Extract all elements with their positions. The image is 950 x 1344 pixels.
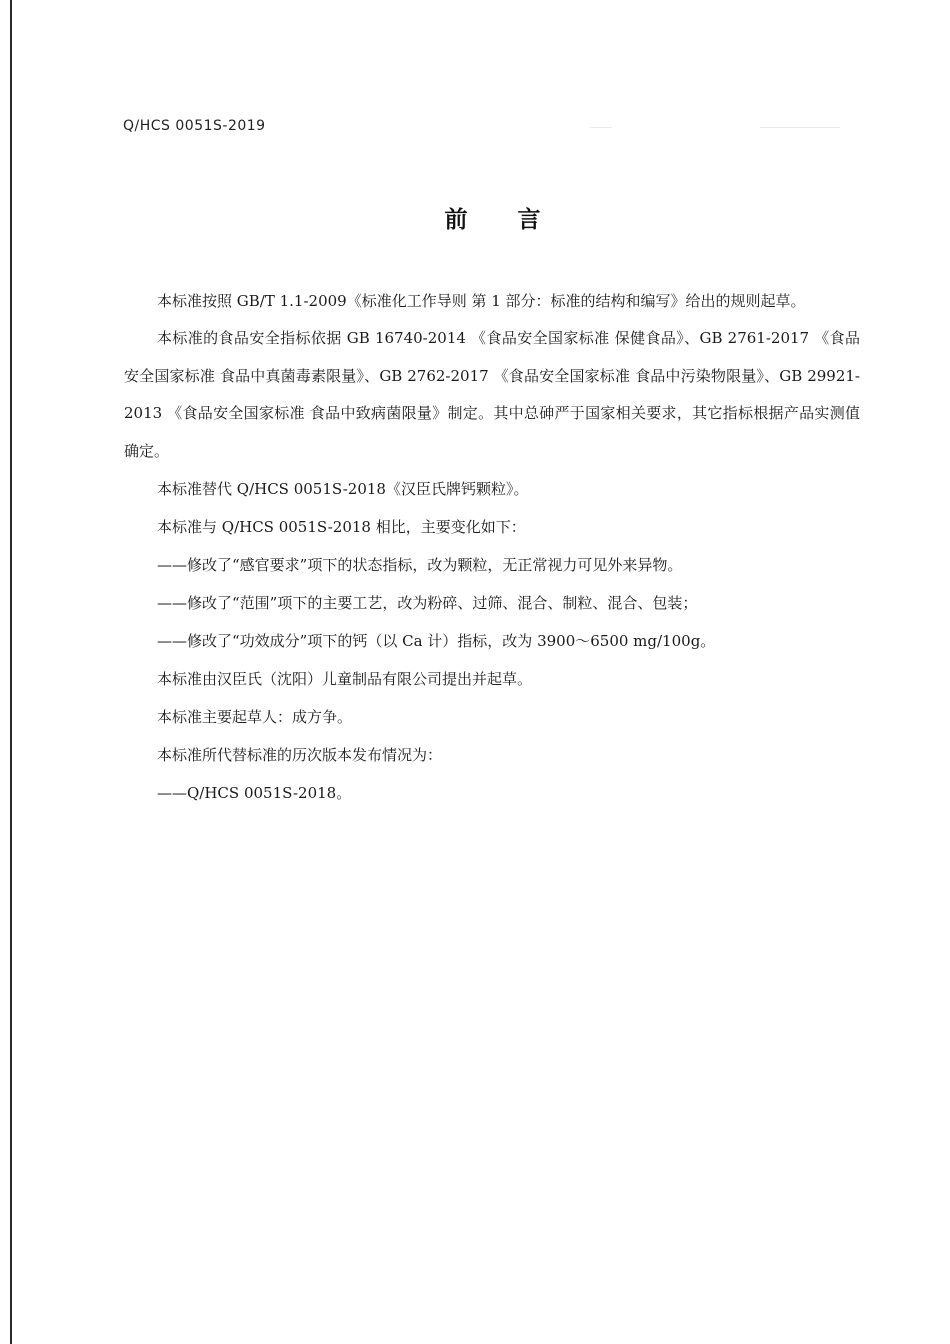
document-code: Q/HCS 0051S-2019 — [123, 118, 266, 134]
title-char-1: 前 — [444, 206, 468, 233]
scan-artifact — [760, 127, 840, 128]
title-char-2: 言 — [517, 206, 541, 233]
paragraph-changes-intro: 本标准与 Q/HCS 0051S-2018 相比，主要变化如下： — [157, 518, 526, 536]
paragraph-drafting-rules: 本标准按照 GB/T 1.1-2009《标准化工作导则 第 1 部分：标准的结构和编写》给出的规则起草。 — [157, 292, 806, 310]
paragraph-proposer: 本标准由汉臣氏（沈阳）儿童制品有限公司提出并起草。 — [157, 670, 533, 688]
scan-artifact — [590, 127, 612, 128]
paragraph-safety-indicators: 本标准的食品安全指标依据 GB 16740-2014 《食品安全国家标准 保健食品》、GB 2761-2017 《食品安全国家标准 食品中真菌毒素限量》、GB 2762-2017 《食品安全国家标准 食品中污染物限量》、GB 29921-2013 《食品安全国家标准 食品中致病菌限量》制定。其中总砷严于国家相关要求，其它指标根据产品实测值确定。 — [124, 329, 860, 460]
paragraph-replaces: 本标准替代 Q/HCS 0051S-2018《汉臣氏牌钙颗粒》。 — [157, 480, 529, 498]
list-item-change-sensory: ——修改了“感官要求”项下的状态指标，改为颗粒，无正常视力可见外来异物。 — [157, 556, 683, 574]
page-title — [0, 201, 950, 234]
paragraph-history-intro: 本标准所代替标准的历次版本发布情况为： — [157, 746, 443, 764]
list-item-change-scope: ——修改了“范围”项下的主要工艺，改为粉碎、过筛、混合、制粒、混合、包装； — [157, 594, 698, 612]
paragraph-drafter: 本标准主要起草人：成方争。 — [157, 708, 353, 726]
list-item-change-calcium: ——修改了“功效成分”项下的钙（以 Ca 计）指标，改为 3900～6500 mg/100g。 — [157, 632, 716, 650]
list-item-history: ——Q/HCS 0051S-2018。 — [157, 784, 352, 802]
foreword-body — [124, 286, 860, 816]
